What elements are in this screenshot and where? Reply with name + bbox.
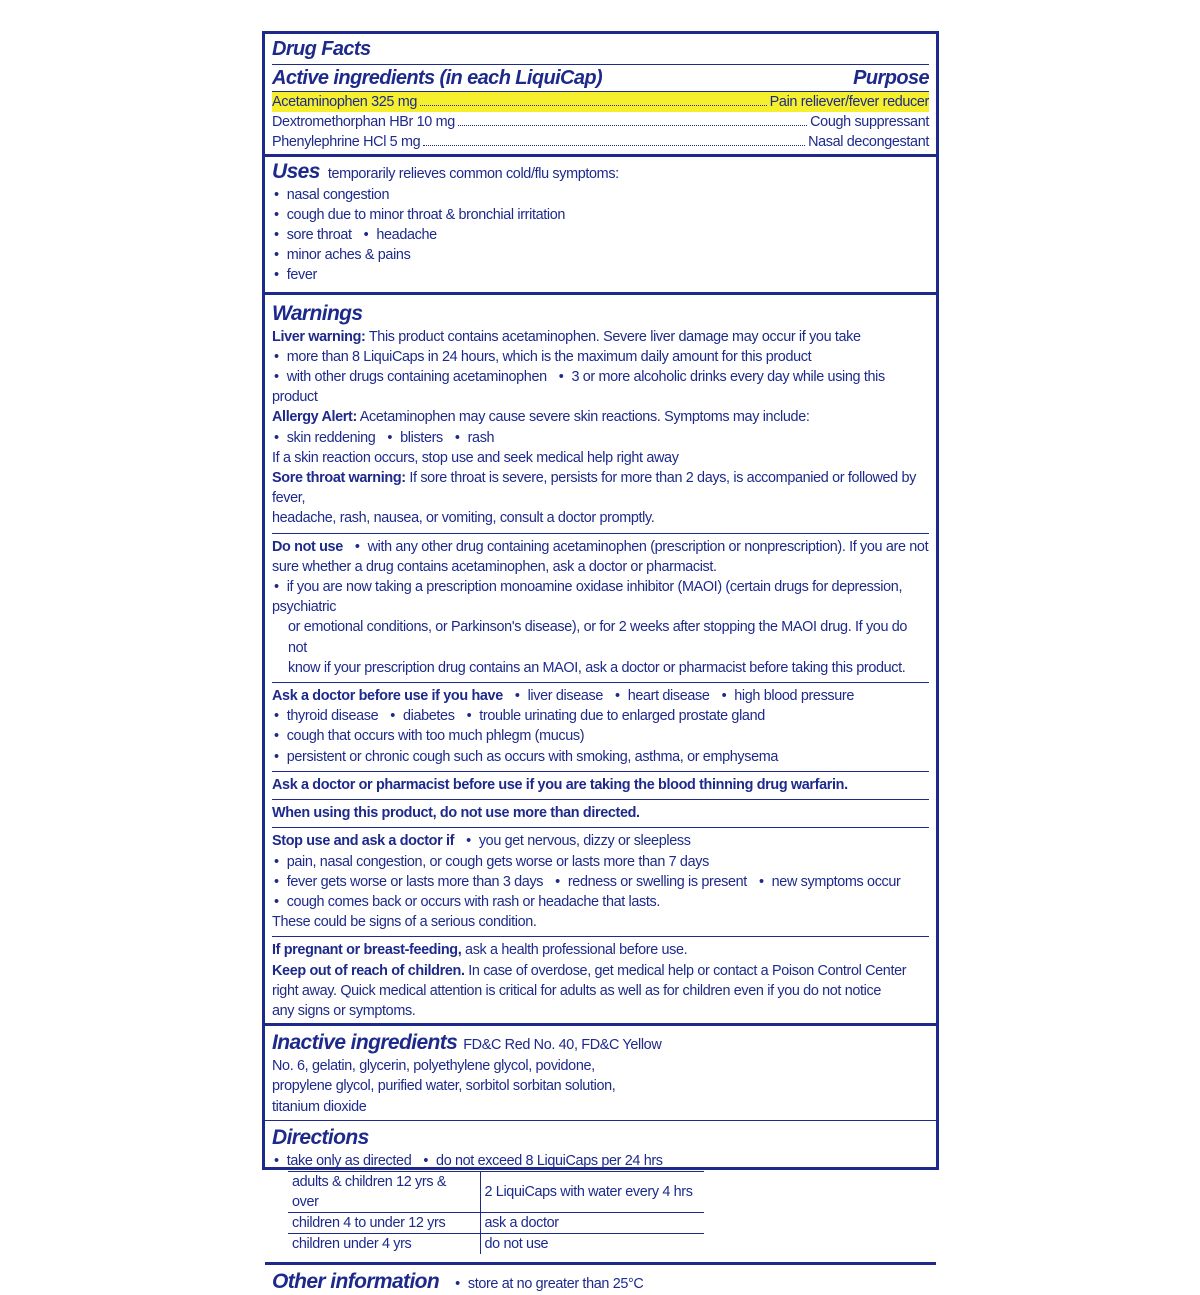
ask-doctor-bullet: • cough that occurs with too much phlegm (mucus) — [272, 726, 929, 746]
keep-out-text: In case of overdose, get medical help or contact a Poison Control Center — [468, 962, 907, 979]
other-information-heading: Other information — [272, 1269, 440, 1293]
dosage-amount: do not use — [484, 1235, 549, 1252]
dosage-table — [288, 1171, 704, 1254]
allergy-bullet: • blisters — [387, 430, 443, 446]
stop-use-bullet: • redness or swelling is present — [555, 874, 747, 890]
inactive-ingredients-text: FD&C Red No. 40, FD&C Yellow — [463, 1037, 662, 1054]
ingredient-name: Phenylephrine HCl 5 mg — [272, 134, 421, 151]
drug-facts-label — [262, 31, 939, 1293]
sore-throat-text: headache, rash, nausea, or vomiting, consult a doctor promptly. — [272, 510, 655, 527]
inactive-ingredients-text: propylene glycol, purified water, sorbitol sorbitan solution, — [272, 1078, 616, 1095]
divider — [272, 771, 929, 772]
purpose-heading: Purpose — [853, 67, 929, 89]
dosage-age: adults & children 12 yrs & over — [288, 1171, 480, 1212]
liver-warning-label: Liver warning: — [272, 328, 366, 345]
stop-use-bullet: • cough comes back or occurs with rash or headache that lasts. — [272, 892, 929, 912]
uses-item: • cough due to minor throat & bronchial irritation — [272, 205, 929, 225]
ingredient-name: Acetaminophen 325 mg — [272, 94, 418, 110]
uses-item: • headache — [364, 227, 437, 243]
ingredient-purpose: Pain reliever/fever reducer — [769, 94, 929, 110]
active-ingredients-section — [265, 34, 936, 157]
dotted-leader — [420, 105, 767, 106]
inactive-ingredients-text: titanium dioxide — [272, 1098, 367, 1115]
dosage-amount: ask a doctor — [480, 1212, 704, 1233]
ask-doctor-bullet: • thyroid disease — [272, 708, 378, 724]
stop-use-bullet: • pain, nasal congestion, or cough gets worse or lasts more than 7 days — [272, 852, 929, 872]
ask-doctor-bullet: • diabetes — [390, 708, 454, 724]
stop-use-label: Stop use and ask a doctor if — [272, 833, 455, 850]
dotted-leader — [423, 145, 805, 146]
ingredient-purpose: Cough suppressant — [810, 114, 929, 131]
ask-doctor-bullet: • heart disease — [615, 688, 710, 704]
divider — [272, 533, 929, 534]
ask-doctor-label: Ask a doctor before use if you have — [272, 688, 503, 705]
dosage-age: children 4 to under 12 yrs — [288, 1212, 480, 1233]
drug-facts-title: Drug Facts — [272, 36, 929, 65]
other-information-section — [265, 1265, 936, 1295]
uses-item: • sore throat — [272, 227, 352, 243]
ask-doctor-bullet: • trouble urinating due to enlarged prostate gland — [467, 708, 765, 724]
divider — [272, 799, 929, 800]
active-ingredient-row — [272, 112, 929, 132]
ingredient-purpose: Nasal decongestant — [808, 134, 929, 151]
sore-throat-text: If sore throat is severe, persists for more than 2 days, is accompanied or followed by fever, — [272, 470, 916, 507]
active-ingredient-list — [272, 91, 929, 154]
directions-bullet: • do not exceed 8 LiquiCaps per 24 hrs — [423, 1153, 662, 1169]
uses-intro: temporarily relieves common cold/flu symptoms: — [327, 165, 619, 182]
active-ingredient-row — [272, 92, 929, 112]
dosage-amount: 2 LiquiCaps with water every 4 hrs — [480, 1171, 704, 1212]
dosage-row — [288, 1212, 704, 1233]
divider — [272, 827, 929, 828]
liver-bullet: • with other drugs containing acetaminophen — [272, 369, 547, 385]
do-not-use-text: know if your prescription drug contains an MAOI, ask a doctor or pharmacist before taking this product. — [288, 659, 906, 676]
uses-item: • minor aches & pains — [272, 245, 929, 265]
warfarin-warning: Ask a doctor or pharmacist before use if you are taking the blood thinning drug warfarin. — [272, 776, 848, 793]
directions-section — [265, 1121, 936, 1265]
warnings-section — [265, 295, 936, 1027]
active-header-row — [272, 65, 929, 91]
do-not-use-text: or emotional conditions, or Parkinson's disease), or for 2 weeks after stopping the MAOI drug. If you do not — [288, 619, 908, 656]
keep-out-text: right away. Quick medical attention is critical for adults as well as for children even if you do not notice — [272, 982, 882, 999]
allergy-bullet: • rash — [455, 430, 494, 446]
keep-out-label: Keep out of reach of children. — [272, 962, 465, 979]
pregnant-label: If pregnant or breast-feeding, — [272, 942, 462, 959]
dosage-row — [288, 1233, 704, 1254]
other-information-bullet: • store at no greater than 25°C — [453, 1276, 643, 1292]
do-not-use-text: sure whether a drug contains acetaminophen, ask a doctor or pharmacist. — [272, 558, 717, 575]
warnings-heading: Warnings — [272, 301, 363, 325]
stop-use-after: These could be signs of a serious condition. — [272, 914, 537, 931]
active-ingredient-row — [272, 132, 929, 152]
liver-bullet: • more than 8 LiquiCaps in 24 hours, which is the maximum daily amount for this product — [272, 347, 929, 367]
directions-bullet: • take only as directed — [272, 1153, 411, 1169]
ask-doctor-bullet: • high blood pressure — [722, 688, 854, 704]
liver-bullet: • 3 or more alcoholic drinks every day while using this product — [272, 369, 885, 405]
pregnant-text: ask a health professional before use. — [465, 942, 688, 959]
inactive-ingredients-text: No. 6, gelatin, glycerin, polyethylene glycol, povidone, — [272, 1058, 595, 1075]
uses-item: • nasal congestion — [272, 185, 929, 205]
inactive-ingredients-heading: Inactive ingredients — [272, 1031, 458, 1055]
uses-item: • fever — [272, 265, 929, 285]
do-not-use-bullet: • if you are now taking a prescription monoamine oxidase inhibitor (MAOI) (certain drugs for depression, psychiatric — [272, 577, 929, 617]
do-not-use-label: Do not use — [272, 538, 343, 555]
inactive-ingredients-section — [265, 1026, 936, 1121]
stop-use-bullet: • you get nervous, dizzy or sleepless — [466, 833, 690, 849]
dosage-row — [288, 1171, 704, 1212]
allergy-after-text: If a skin reaction occurs, stop use and seek medical help right away — [272, 449, 679, 466]
dosage-age: children under 4 yrs — [288, 1233, 480, 1254]
divider — [272, 936, 929, 937]
ask-doctor-bullet: • persistent or chronic cough such as occurs with smoking, asthma, or emphysema — [272, 747, 929, 767]
allergy-alert-label: Allergy Alert: — [272, 409, 357, 426]
directions-heading: Directions — [272, 1125, 369, 1149]
uses-heading: Uses — [272, 159, 320, 183]
liver-warning-text: This product contains acetaminophen. Severe liver damage may occur if you take — [368, 328, 861, 345]
sore-throat-label: Sore throat warning: — [272, 470, 406, 487]
keep-out-text: any signs or symptoms. — [272, 1002, 416, 1019]
active-ingredients-heading: Active ingredients (in each LiquiCap) — [272, 67, 603, 89]
stop-use-bullet: • fever gets worse or lasts more than 3 days — [272, 874, 543, 890]
allergy-bullet: • skin reddening — [272, 430, 375, 446]
dotted-leader — [458, 125, 807, 126]
when-using-warning: When using this product, do not use more than directed. — [272, 805, 640, 822]
allergy-alert-text: Acetaminophen may cause severe skin reactions. Symptoms may include: — [359, 409, 810, 426]
divider — [272, 682, 929, 683]
do-not-use-bullet: • with any other drug containing acetaminophen (prescription or nonprescription). If you are not — [355, 539, 928, 555]
ask-doctor-bullet: • liver disease — [515, 688, 603, 704]
ingredient-name: Dextromethorphan HBr 10 mg — [272, 114, 455, 131]
stop-use-bullet: • new symptoms occur — [759, 874, 901, 890]
uses-section — [265, 157, 936, 295]
